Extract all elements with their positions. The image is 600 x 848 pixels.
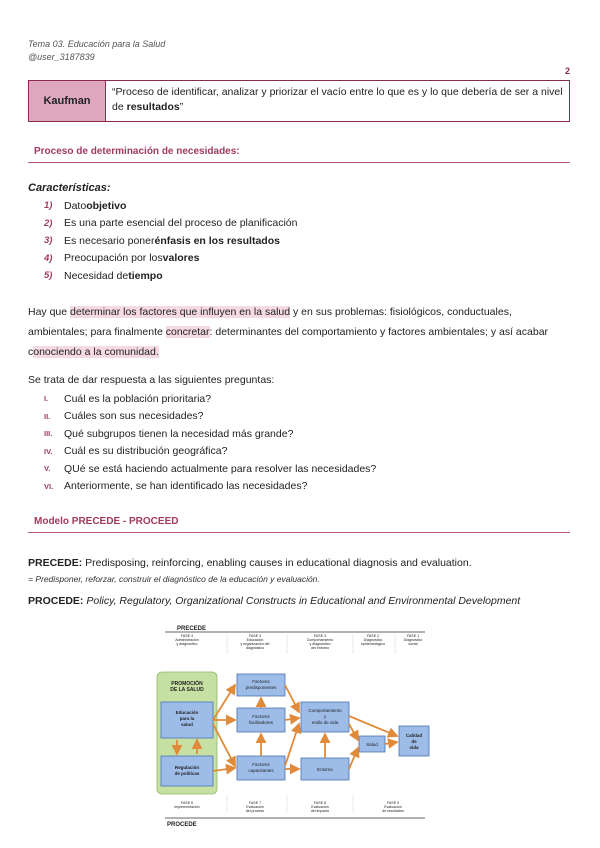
svg-text:estilo de vida: estilo de vida [311, 720, 339, 725]
svg-text:y diagnóstico: y diagnóstico [309, 642, 331, 646]
svg-text:Diagnóstico: Diagnóstico [403, 638, 423, 642]
procede-label: PROCEDE [167, 822, 197, 828]
kaufman-quote: “Proceso de identificar, analizar y priorizar el vacío entre lo que es y lo que debería de ser a nivel de resultados” [112, 86, 563, 113]
svg-text:Regulación: Regulación [174, 765, 200, 770]
list-item: VI. Anteriormente, se han identificado las necesidades? [44, 480, 308, 493]
svg-text:del proceso: del proceso [245, 809, 265, 813]
characteristics-title: Características: [28, 182, 111, 194]
precede-label: PRECEDE [177, 626, 207, 632]
list-item: 4) Preocupación por los valores [44, 252, 200, 265]
list-item: V. QUé se está haciendo actualmente para resolver las necesidades? [44, 462, 377, 475]
svg-text:FASE 4: FASE 4 [248, 634, 262, 638]
section-heading-precede: Modelo PRECEDE - PROCEED [28, 516, 570, 533]
svg-text:Evaluación: Evaluación [246, 805, 264, 809]
section-heading-needs: Proceso de determinación de necesidades: [28, 146, 570, 163]
page-number: 2 [564, 66, 570, 76]
svg-text:facilitadores: facilitadores [248, 720, 274, 725]
list-item: 5) Necesidad de tiempo [44, 269, 163, 282]
svg-text:de resultados: de resultados [382, 809, 404, 813]
kaufman-definition-box [28, 80, 570, 122]
topic-title: Tema 03. Educación para la Salud [28, 39, 166, 49]
questions-list [44, 390, 376, 495]
list-item: I. Cuál es la población prioritaria? [44, 392, 212, 405]
document-header [28, 38, 165, 64]
svg-text:PROMOCIÓN: PROMOCIÓN [171, 681, 203, 687]
svg-text:vida: vida [409, 745, 419, 750]
svg-text:Evaluación: Evaluación [311, 805, 329, 809]
svg-text:FASE 2: FASE 2 [366, 634, 380, 638]
svg-text:capacitantes: capacitantes [248, 768, 274, 773]
svg-text:y organización del: y organización del [240, 642, 270, 646]
svg-text:para la: para la [179, 716, 195, 721]
procede-definition: PROCEDE: Policy, Regulatory, Organizational Constructs in Educational and Environmental Development [28, 595, 521, 607]
svg-text:FASE 8: FASE 8 [313, 801, 327, 805]
list-item: 3) Es necesario poner énfasis en los resultados [44, 234, 280, 247]
svg-text:diagnóstico: diagnóstico [245, 646, 265, 650]
svg-text:Comportamiento: Comportamiento [308, 708, 342, 713]
svg-text:FASE 3: FASE 3 [313, 634, 327, 638]
svg-text:del impacto: del impacto [310, 809, 330, 813]
svg-text:Entorno: Entorno [317, 767, 333, 772]
svg-text:Evaluación: Evaluación [384, 805, 402, 809]
list-item: III. Qué subgrupos tienen la necesidad más grande? [44, 427, 294, 440]
precede-definition: PRECEDE: Predisposing, reinforcing, enabling causes in educational diagnosis and evaluation. [28, 557, 472, 569]
svg-text:Salud: Salud [366, 742, 378, 747]
characteristics-list [44, 197, 297, 285]
list-item: IV. Cuál es su distribución geográfica? [44, 445, 228, 458]
svg-text:social: social [408, 642, 418, 646]
svg-text:Educación: Educación [246, 638, 264, 642]
svg-text:del entorno: del entorno [311, 646, 329, 650]
svg-text:Factores: Factores [252, 714, 270, 719]
svg-text:epidemiológico: epidemiológico [361, 642, 385, 646]
svg-text:salud: salud [181, 722, 193, 727]
svg-text:Calidad: Calidad [405, 733, 423, 738]
svg-text:Factores: Factores [252, 762, 270, 767]
svg-text:Factores: Factores [252, 679, 270, 684]
questions-intro: Se trata de dar respuesta a las siguientes preguntas: [28, 374, 275, 386]
user-handle: @user_3187839 [28, 52, 95, 62]
svg-text:de políticas: de políticas [174, 771, 200, 776]
svg-text:Implementación: Implementación [174, 805, 200, 809]
list-item: 1) Dato objetivo [44, 199, 127, 212]
svg-text:DE LA SALUD: DE LA SALUD [170, 687, 204, 693]
svg-text:FASE 1: FASE 1 [406, 634, 420, 638]
svg-text:Comportamiento: Comportamiento [306, 638, 334, 642]
precede-proceed-diagram [155, 624, 435, 830]
svg-text:FASE 4: FASE 4 [180, 634, 194, 638]
svg-text:y diagnóstico: y diagnóstico [176, 642, 198, 646]
factors-paragraph: Hay que determinar los factores que influyen en la salud y en sus problemas: fisiológicos, conductuales, ambientales; para finalmente concretar: determinantes del comportamiento y factores ambientales; y así acabar conociendo a la comunidad. [28, 306, 549, 358]
precede-translation: = Predisponer, reforzar, construir el diagnóstico de la educación y evaluación. [28, 574, 320, 584]
svg-text:Diagnóstico: Diagnóstico [363, 638, 383, 642]
svg-text:de: de [411, 739, 417, 744]
svg-text:predisponentes: predisponentes [245, 685, 277, 690]
list-item: II. Cuáles son sus necesidades? [44, 410, 204, 423]
svg-text:FASE 9: FASE 9 [386, 801, 400, 805]
svg-text:Administración: Administración [175, 638, 199, 642]
svg-text:Educación: Educación [175, 710, 199, 715]
list-item: 2) Es una parte esencial del proceso de planificación [44, 217, 298, 230]
svg-text:FASE 7: FASE 7 [248, 801, 262, 805]
svg-text:y: y [323, 714, 327, 719]
svg-text:FASE 6: FASE 6 [180, 801, 194, 805]
kaufman-label: Kaufman [29, 81, 106, 121]
